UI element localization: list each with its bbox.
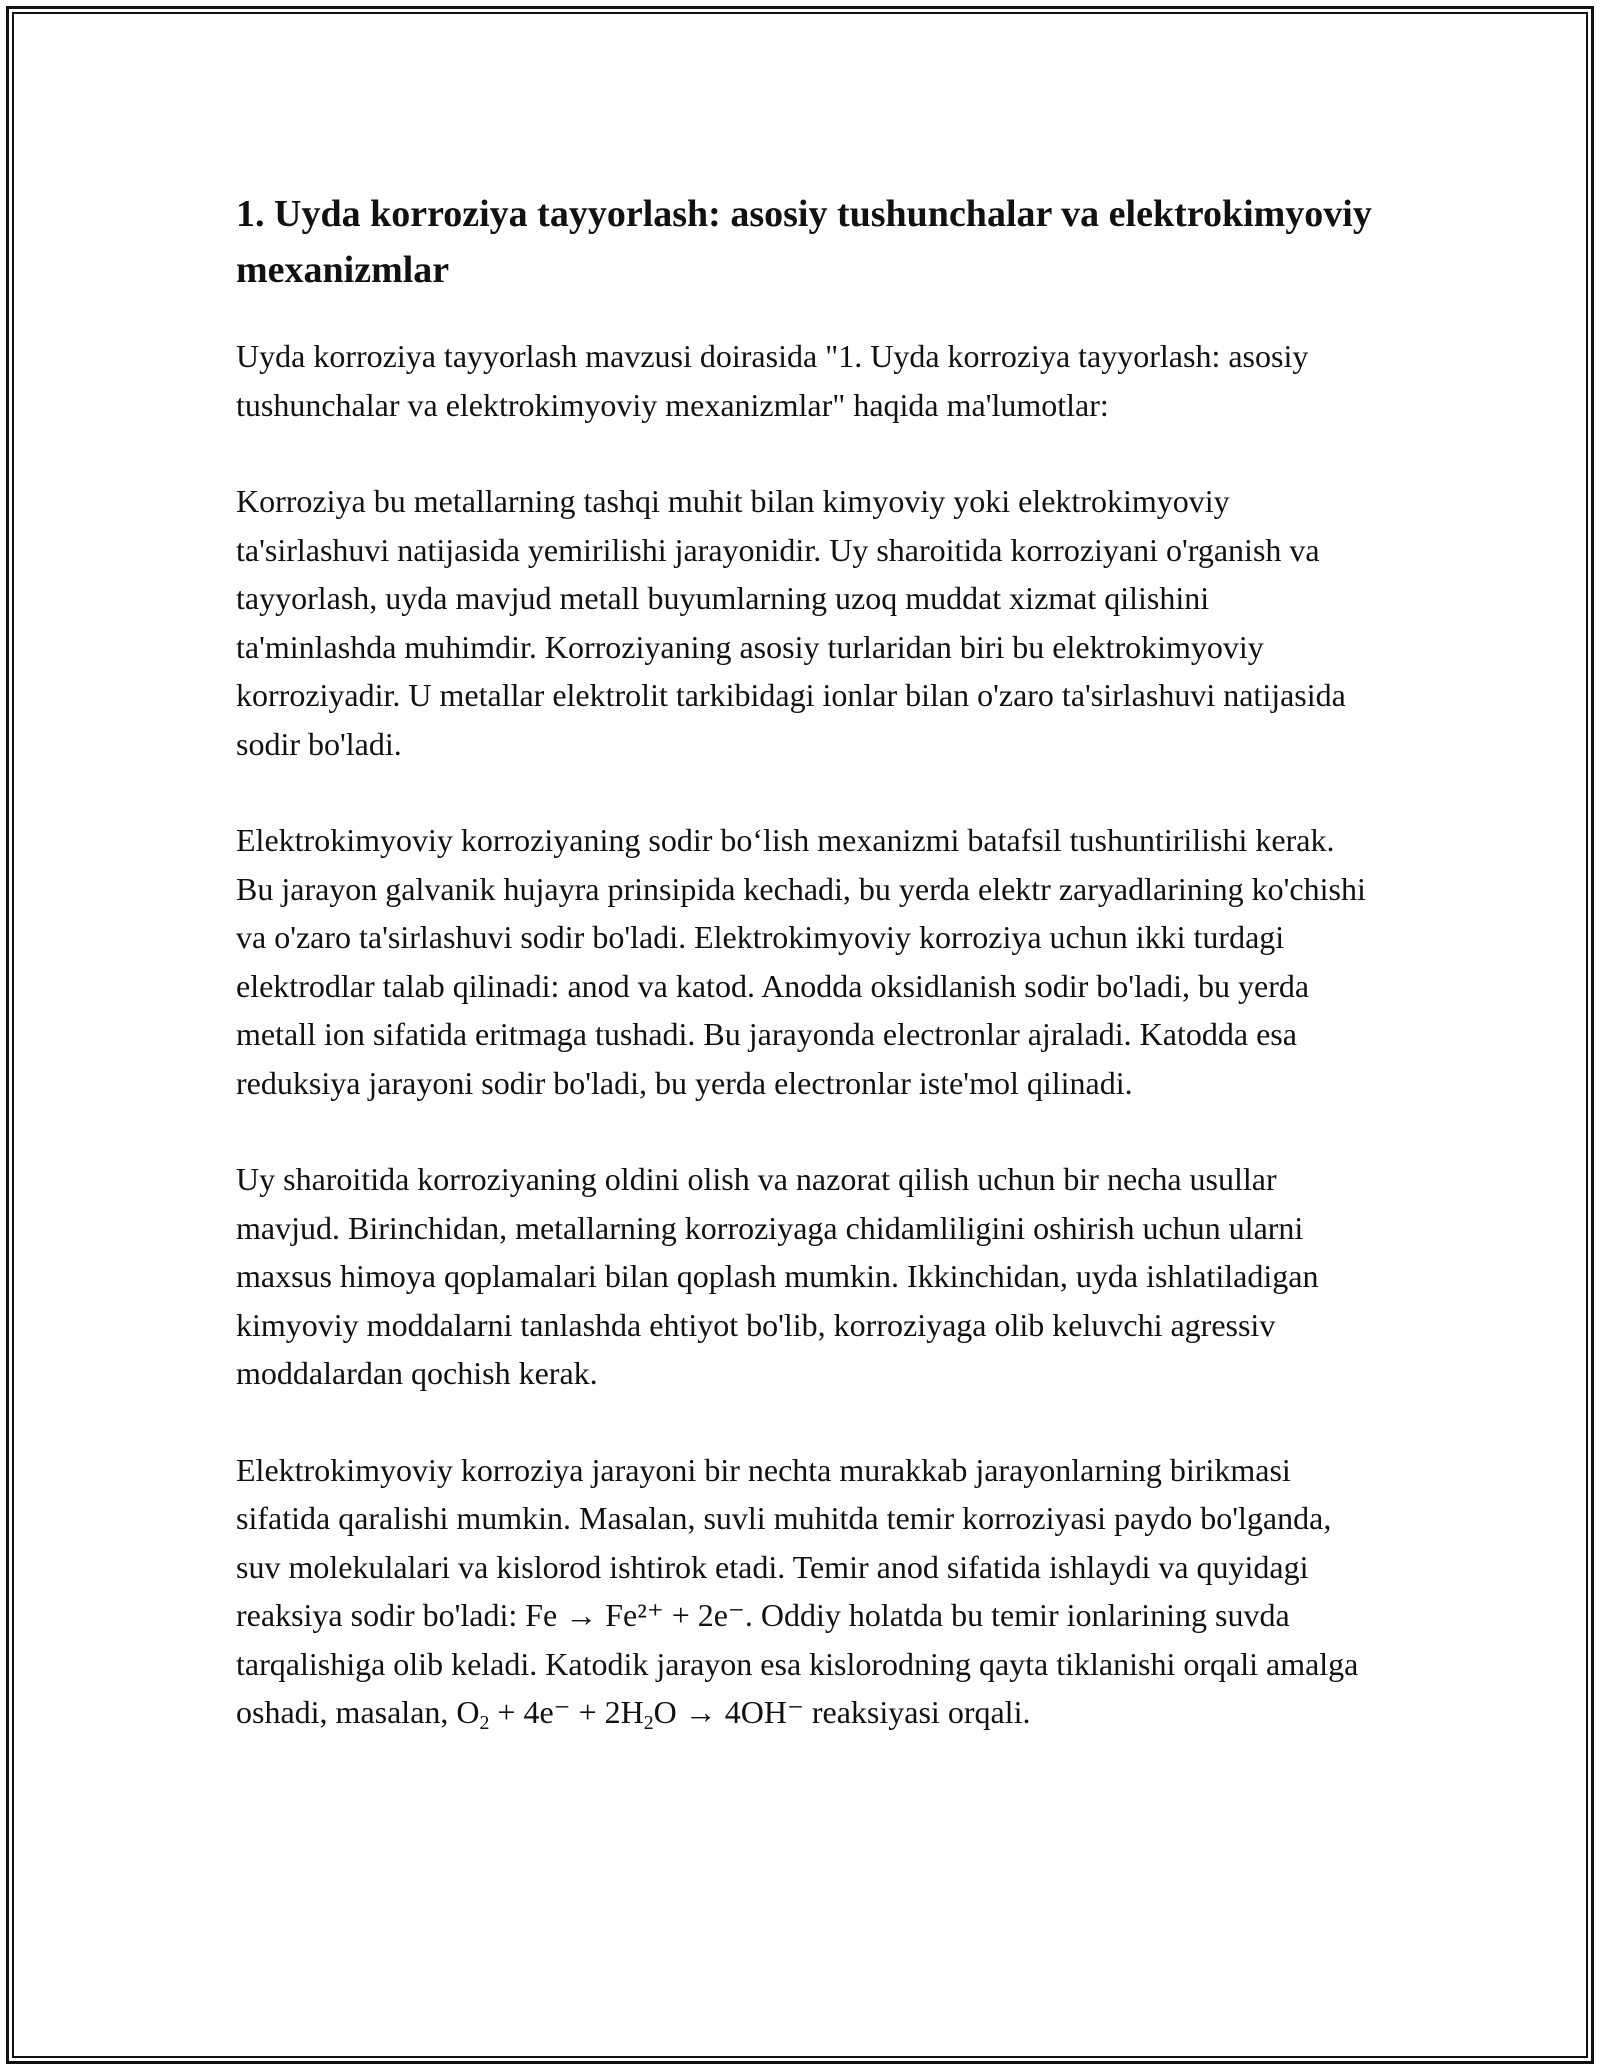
formula-middle: + 4e⁻ + 2H (489, 1694, 644, 1730)
paragraph-iron-corrosion-example (236, 1446, 1376, 1737)
document-title: 1. Uyda korroziya tayyorlash: asosiy tushunchalar va elektrokimyoviy mexanizmlar (236, 193, 1372, 291)
paragraph-electrochemical-mechanism: Elektrokimyoviy korroziyaning sodir bo‘lish mexanizmi batafsil tushuntirilishi kerak. Bu jarayon galvanik hujayra prinsipida kechadi, bu yerda elektr zaryadlarining ko'chishi va o'zaro ta'sirlashuvi sodir bo'ladi. Elektrokimyoviy korroziya uchun ikki turdagi elektrodlar talab qilinadi: anod va katod. Anodda oksidlanish sodir bo'ladi, bu yerda metall ion sifatida eritmaga tushadi. Bu jarayonda electronlar ajraladi. Katodda esa reduksiya jarayoni sodir bo'ladi, bu yerda electronlar iste'mol qilinadi. (236, 822, 1366, 1101)
intro-paragraph: Uyda korroziya tayyorlash mavzusi doirasida "1. Uyda korroziya tayyorlash: asosiy tushunchalar va elektrokimyoviy mexanizmlar" haqida ma'lumotlar: (236, 338, 1309, 423)
document-body (236, 186, 1376, 1785)
paragraph-prevention-methods: Uy sharoitida korroziyaning oldini olish va nazorat qilish uchun bir necha usullar mavjud. Birinchidan, metallarning korroziyaga chidamliligini oshirish uchun ularni maxsus himoya qoplamalari bilan qoplash mumkin. Ikkinchidan, uyda ishlatiladigan kimyoviy moddalarni tanlashda ehtiyot bo'lib, korroziyaga olib keluvchi agressiv moddalardan qochish kerak. (236, 1161, 1319, 1391)
paragraph-corrosion-definition: Korroziya bu metallarning tashqi muhit bilan kimyoviy yoki elektrokimyoviy ta'sirlashuvi natijasida yemirilishi jarayonidir. Uy sharoitida korroziyani o'rganish va tayyorlash, uyda mavjud metall buyumlarning uzoq muddat xizmat qilishini ta'minlashda muhimdir. Korroziyaning asosiy turlaridan biri bu elektrokimyoviy korroziyadir. U metallar elektrolit tarkibidagi ionlar bilan o'zaro ta'sirlashuvi natijasida sodir bo'ladi. (236, 483, 1346, 762)
water-subscript: 2 (643, 1711, 654, 1734)
iron-corrosion-text: Elektrokimyoviy korroziya jarayoni bir nechta murakkab jarayonlarning birikmasi sifatida qaralishi mumkin. Masalan, suvli muhitda temir korroziyasi paydo bo'lganda, suv molekulalari va kislorod ishtirok etadi. Temir anod sifatida ishlaydi va quyidagi reaksiya sodir bo'ladi: Fe → Fe²⁺ + 2e⁻. Oddiy holatda bu temir ionlarining suvda tarqalishiga olib keladi. Katodik jarayon esa kislorodning qayta tiklanishi orqali amalga oshadi, masalan, O (236, 1451, 1359, 1730)
formula-end: O → 4OH⁻ reaksiyasi orqali. (653, 1694, 1031, 1730)
oxygen-subscript: 2 (479, 1711, 490, 1734)
